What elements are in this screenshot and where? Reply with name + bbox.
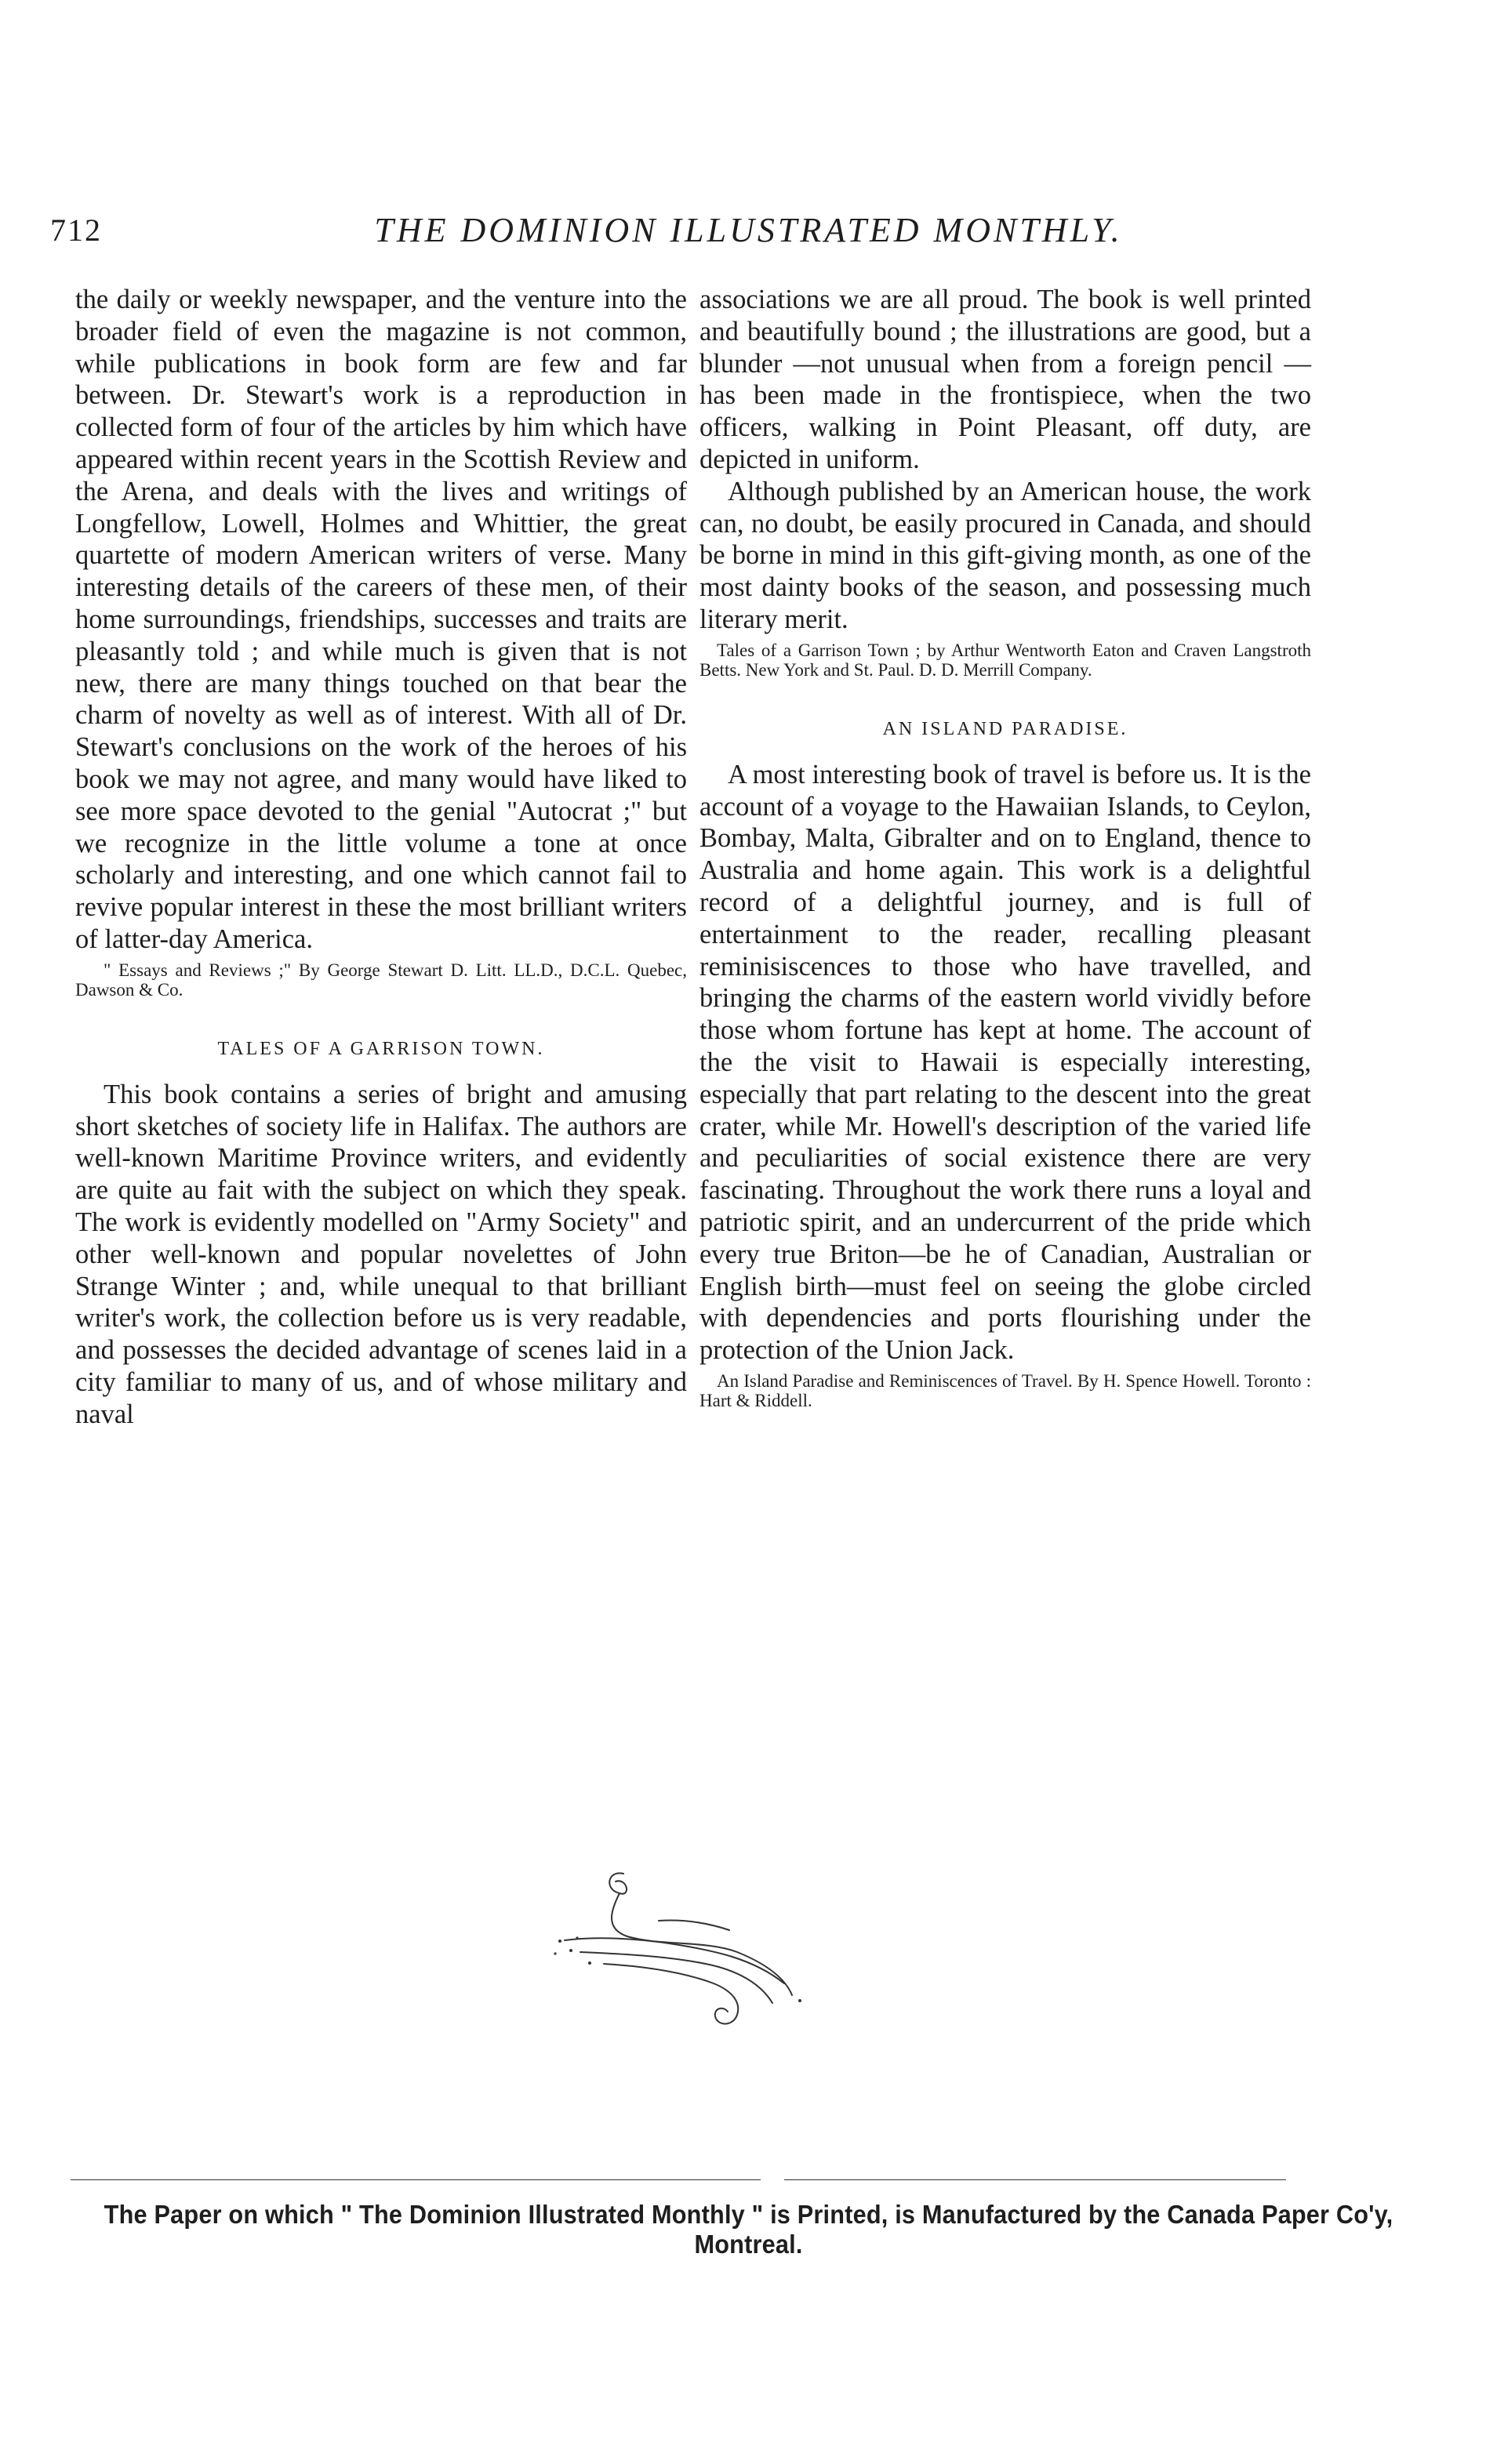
right-column: [699, 284, 1311, 1410]
island-paradise-citation: An Island Paradise and Reminiscences of Travel. By H. Spence Howell. Toronto : Hart & Riddell.: [699, 1370, 1311, 1410]
island-paradise-paragraph: A most interesting book of travel is before us. It is the account of a voyage to the Hawaiian Islands, to Ceylon, Bombay, Malta, Gibralter and on to England, thence to Australia and home again. This work is a delightful record of a delightful journey, and is full of entertainment to the reader, recalling pleasant reminisiscences to those who have travelled, and bringing the charms of the eastern world vividly before those whom fortune has kept at home. The account of the the visit to Hawaii is especially interesting, especially that part relating to the descent into the great crater, while Mr. Howell's description of the varied life and peculiarities of social existence there are very fascinating. Throughout the work there runs a loyal and patriotic spirit, and an undercurrent of the pride which every true Briton—be he of Canadian, Australian or English birth—must feel on seeing the globe circled with dependencies and ports flourishing under the protection of the Union Jack.: [699, 759, 1311, 1366]
footer-rule-left: [71, 2179, 761, 2180]
garrison-town-heading: TALES OF A GARRISON TOWN.: [217, 1038, 545, 1059]
essays-review-paragraph: the daily or weekly newspaper, and the venture into the broader field of even the magazine is not common, while publications in book form are few and far between. Dr. Stewart's work is a reproduction in collected form of four of the articles by him which have appeared within recent years in the Scottish Review and the Arena, and deals with the lives and writings of Longfellow, Lowell, Holmes and Whittier, the great quartette of modern American writers of verse. Many interesting details of the careers of these men, of their home surroundings, friendships, successes and traits are pleasantly told ; and while much is given that is not new, there are many things touched on that bear the charm of novelty as well as of interest. With all of Dr. Stewart's conclusions on the work of the heroes of his book we may not agree, and many would have liked to see more space devoted to the genial "Autocrat ;" but we recognize in the little volume a tone at once scholarly and interesting, and one which cannot fail to revive popular interest in these the most brilliant writers of latter-day America.: [75, 285, 687, 954]
garrison-town-paragraph-continued: associations we are all proud. The book is well printed and beautifully bound ; the illustrations are good, but a blunder —not unusual when from a foreign pencil —has been made in the frontispiece, when the two officers, walking in Point Pleasant, off duty, are depicted in uniform.: [699, 285, 1311, 474]
footer-rule-right: [784, 2179, 1286, 2180]
left-column: [75, 284, 687, 1431]
garrison-town-citation: Tales of a Garrison Town ; by Arthur Wentworth Eaton and Craven Langstroth Betts. New York and St. Paul. D. D. Merrill Company.: [699, 640, 1311, 680]
garrison-town-paragraph: This book contains a series of bright and amusing short sketches of society life in Halifax. The authors are well-known Maritime Province writers, and evidently are quite au fait with the subject on which they speak. The work is evidently modelled on "Army Society" and other well-known and popular novelettes of John Strange Winter ; and, while unequal to that brilliant writer's work, the collection before us is very readable, and possesses the decided advantage of scenes laid in a city familiar to many of us, and of whose military and naval: [75, 1079, 687, 1429]
running-head: THE DOMINION ILLUSTRATED MONTHLY.: [374, 211, 1123, 249]
island-paradise-heading: AN ISLAND PARADISE.: [882, 718, 1128, 739]
garrison-town-closing-paragraph: Although published by an American house, the work can, no doubt, be easily procured in Canada, and should be borne in mind in this gift-giving month, as one of the most dainty books of the season, and possessing much literary merit.: [699, 476, 1311, 634]
page-number: 712: [50, 212, 102, 248]
flourish-ornament: [549, 1866, 816, 2030]
essays-citation: " Essays and Reviews ;" By George Stewart D. Litt. LL.D., D.C.L. Quebec, Dawson & Co.: [75, 960, 687, 1000]
footer-advertisement: The Paper on which " The Dominion Illustrated Monthly " is Printed, is Manufactured by the Canada Paper Co'y, Montreal.: [104, 2200, 1393, 2259]
